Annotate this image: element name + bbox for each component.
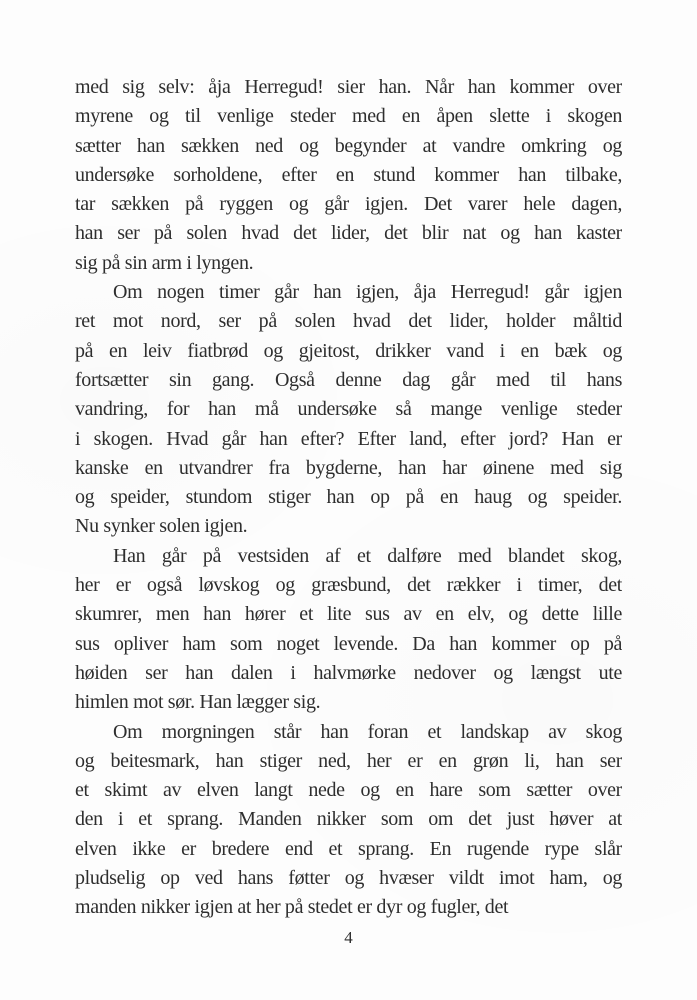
text-line: i skogen. Hvad går han efter? Efter land, efter jord? Han er: [75, 427, 622, 450]
text-line: den i et sprang. Manden nikker som om det just høver at: [75, 808, 622, 831]
text-line: vandring, for han må undersøke så mange venlige steder: [75, 398, 622, 421]
text-line: sus opliver ham som noget levende. Da han kommer op på: [75, 632, 622, 655]
text-line: sætter han sækken ned og begynder at vandre omkring og: [75, 134, 622, 157]
text-line: kanske en utvandrer fra bygderne, han har øinene med sig: [75, 456, 622, 479]
text-line: her er også løvskog og græsbund, det rækker i timer, det: [75, 574, 622, 597]
text-line: Om nogen timer går han igjen, åja Herregud! går igjen: [113, 281, 622, 304]
text-line: undersøke sorholdene, efter en stund kommer han tilbake,: [75, 163, 622, 186]
text-line: med sig selv: åja Herregud! sier han. Når han kommer over: [75, 76, 622, 98]
text-line: han ser på solen hvad det lider, det blir nat og han kaster: [75, 222, 622, 245]
text-line: Om morgningen står han foran et landskap av skog: [113, 720, 622, 743]
text-line: og beitesmark, han stiger ned, her er en grøn li, han ser: [75, 749, 622, 772]
text-line: høiden ser han dalen i halvmørke nedover og længst ute: [75, 661, 622, 684]
text-line: myrene og til venlige steder med en åpen slette i skogen: [75, 105, 622, 128]
text-line: manden nikker igjen at her på stedet er dyr og fugler, det: [75, 896, 509, 919]
text-line: Nu synker solen igjen.: [75, 515, 248, 538]
text-line: pludselig op ved hans føtter og hvæser vildt imot ham, og: [75, 867, 622, 890]
text-line: sig på sin arm i lyngen.: [75, 251, 254, 274]
text-line: fortsætter sin gang. Også denne dag går med til hans: [75, 368, 622, 391]
text-line: og speider, stundom stiger han op på en haug og speider.: [75, 486, 622, 509]
text-line: tar sækken på ryggen og går igjen. Det varer hele dagen,: [75, 193, 622, 216]
text-line: Han går på vestsiden af et dalføre med blandet skog,: [113, 544, 622, 567]
page-text: [75, 73, 622, 923]
text-line: på en leiv fiatbrød og gjeitost, drikker vand i en bæk og: [75, 339, 622, 362]
text-line: elven ikke er bredere end et sprang. En rugende rype slår: [75, 837, 622, 860]
text-line: ret mot nord, ser på solen hvad det lider, holder måltid: [75, 310, 622, 333]
page-number: 4: [344, 928, 353, 947]
text-line: himlen mot sør. Han lægger sig.: [75, 691, 321, 714]
text-line: et skimt av elven langt nede og en hare som sætter over: [75, 779, 622, 802]
text-line: skumrer, men han hører et lite sus av en elv, og dette lille: [75, 603, 622, 626]
